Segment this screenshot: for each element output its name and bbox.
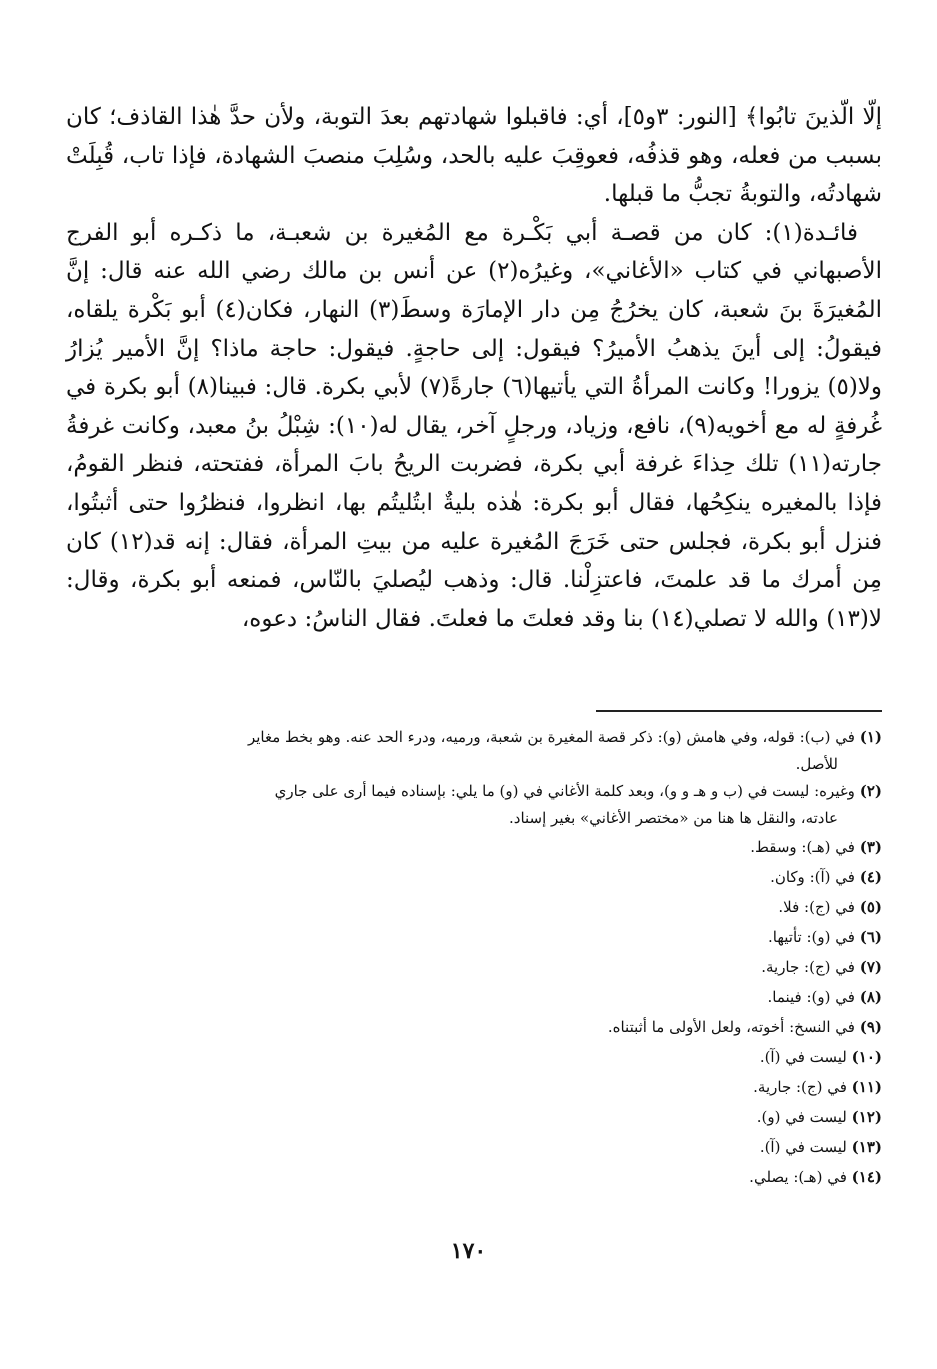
- footnotes: [66, 724, 882, 1192]
- footnote-item: (١) في (ب): قوله، وفي هامش (و): ذكر قصة المغيرة بن شعبة، ورميه، ودرء الحد عنه. وهو بخط مغاير للأصل.: [247, 728, 882, 773]
- footnote-divider: [596, 710, 882, 712]
- main-text: [66, 98, 882, 638]
- footnote-item: (٥) في (ج): فلا.: [778, 898, 882, 916]
- footnote-item: (٦) في (و): تأتيها.: [768, 928, 882, 946]
- footnote-item: (١٠) ليست في (آ).: [759, 1048, 882, 1066]
- footnote-item: (١١) في (ج): جارية.: [753, 1078, 882, 1096]
- footnote-item: (٩) في النسخ: أخوته، ولعل الأولى ما أثبتناه.: [607, 1018, 882, 1036]
- paragraph-1: إلّا الّذينَ تابُوا﴾ [النور: ٣و٥]، أي: فاقبلوا شهادتهم بعدَ التوبة، ولأن حدَّ هٰذا القاذف؛ كان بسبب من فعله، وهو قذفُه، فعوقِبَ عليه بالحد، وسُلِبَ منصبَ الشهادة، فإذا تاب، قُبِلَتْ شهادتُه، والتوبةُ تجبُّ ما قبلها.: [66, 104, 882, 208]
- footnote-item: (١٤) في (هـ): يصلي.: [749, 1168, 882, 1186]
- paragraph-2: فائـدة(١): كان من قصـة أبي بَكْـرة مع المُغيرة بن شعبـة، ما ذكـره أبو الفرج الأصبهاني في كتاب «الأغاني»، وغيرُه(٢) عن أنس بن مالك رضي الله عنه قال: إنَّ المُغيرَةَ بنَ شعبة، كان يخرُجُ مِن دار الإمارَة وسطَ(٣) النهار، فكان(٤) أبو بَكْرة يلقاه، فيقولُ: إلى أينَ يذهبُ الأميرُ؟ فيقول: إلى حاجةٍ. فيقول: حاجة ماذا؟ إنَّ الأمير يُزارُ ولا(٥) يزورا! وكانت المرأةُ التي يأتيها(٦) جارةً(٧) لأبي بكرة. قال: فبينا(٨) أبو بكرة في غُرفةٍ له مع أخويه(٩)، نافع، وزياد، ورجلٍ آخر، يقال له(١٠): شِبْلُ بنُ معبد، وكانت غرفةُ جارته(١١) تلك حِذاءَ غرفة أبي بكرة، فضربت الريحُ بابَ المرأة، ففتحته، فنظر القومُ، فإذا بالمغيره ينكِحُها، فقال أبو بكرة: هٰذه بليةٌ ابتُليتُم بها، انظروا، فنظرُوا حتى أثبتُوا، فنزل أبو بكرة، فجلس حتى خَرَجَ المُغيرة عليه من بيتِ المرأة، فقال: إنه قد(١٢) كان مِن أمرك ما قد علمتَ، فاعتزِلْنا. قال: وذهب ليُصليَ بالنّاس، فمنعه أبو بكرة، وقال: لا(١٣) والله لا تصلي(١٤) بنا وقد فعلتَ ما فعلتَ. فقال الناسُ: دعوه،: [66, 219, 883, 632]
- footnote-item: (٨) في (و): فينما.: [767, 988, 882, 1006]
- footnote-item: (١٣) ليست في (آ).: [759, 1138, 882, 1156]
- footnote-item: (١٢) ليست في (و).: [756, 1108, 882, 1126]
- footnote-item: (٣) في (هـ): وسقط.: [750, 838, 882, 856]
- footnote-item: (٢) وغيره: ليست في (ب و هـ و و)، وبعد كلمة الأغاني في (و) ما يلي: بإسناده فيما أرى على جاري عادته، والنقل ها هنا من «مختصر الأغاني» بغير إسناد.: [274, 782, 882, 827]
- footnote-item: (٤) في (آ): وكان.: [770, 868, 882, 886]
- footnote-item: (٧) في (ج): جارية.: [761, 958, 882, 976]
- page-number: ١٧٠: [450, 1238, 487, 1264]
